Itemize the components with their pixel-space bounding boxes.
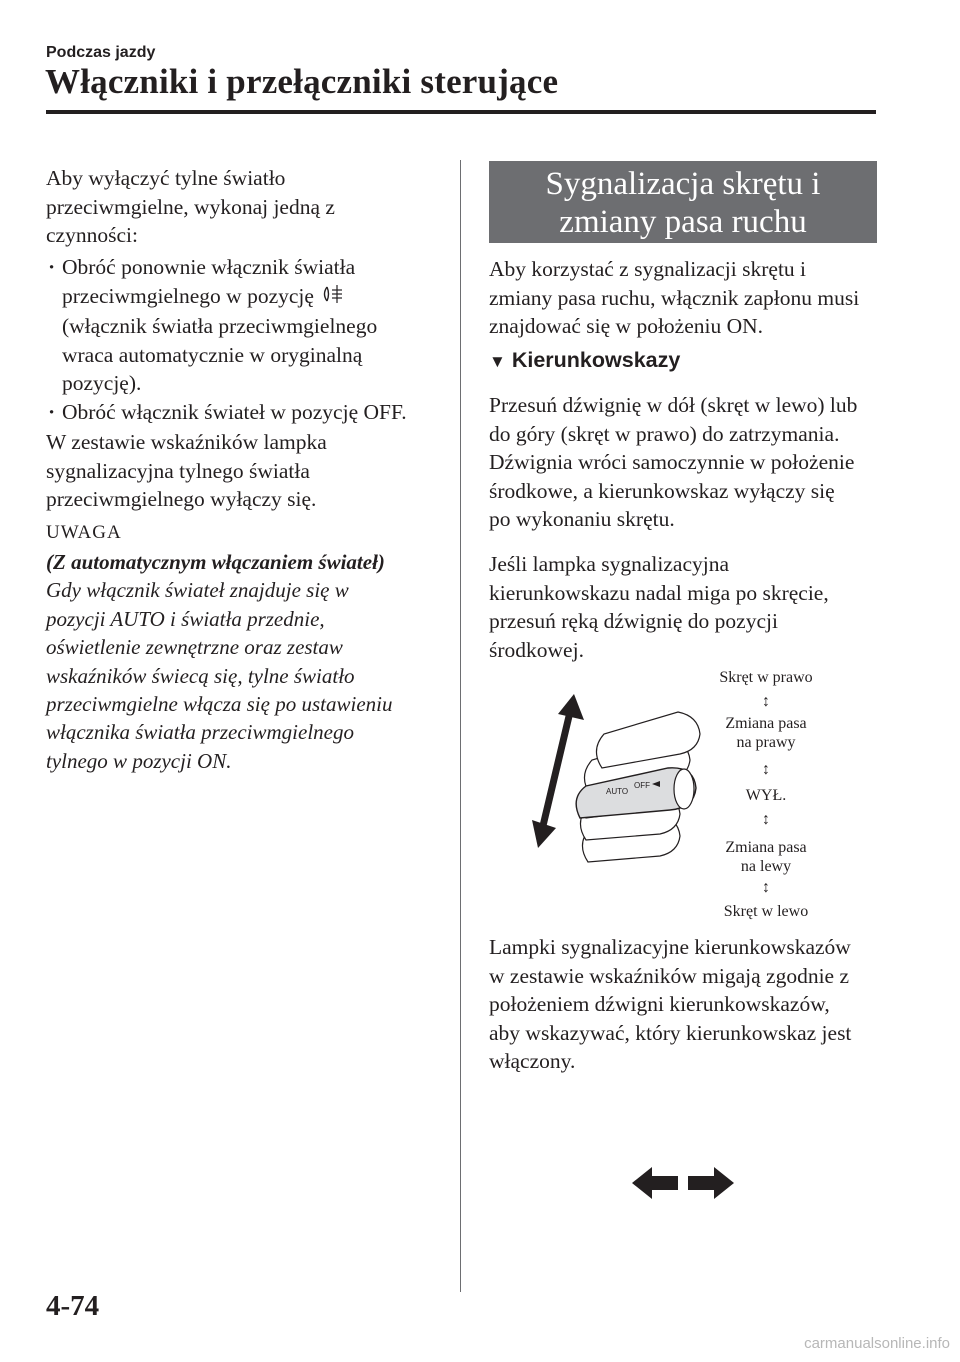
text-line: wskaźników świecą się, tylne światło xyxy=(46,663,355,688)
text-line: Zmiana pasa xyxy=(725,715,807,732)
text-line: włączony. xyxy=(489,1049,576,1073)
text-line: kierunkowskazu nadal miga po skręcie, xyxy=(489,580,829,605)
text-line: Gdy włącznik świateł znajduje się w xyxy=(46,578,349,603)
label-lane-right xyxy=(696,714,836,752)
text-line: (włącznik światła przeciwmgielnego xyxy=(62,314,378,339)
subsection-heading-text: Kierunkowskazy xyxy=(511,348,681,372)
text-line: środkowej. xyxy=(489,637,584,662)
page-number: 4-74 xyxy=(46,1290,100,1322)
lever-mark-off: OFF xyxy=(634,781,650,790)
right-para3 xyxy=(489,933,889,1076)
lever-mark-auto: AUTO xyxy=(606,787,629,796)
column-divider xyxy=(460,160,461,1292)
subsection-heading xyxy=(489,348,680,373)
text-line: włącznika światła przeciwmgielnego xyxy=(46,720,354,745)
label-lane-left xyxy=(696,838,836,876)
text-line: przeciwmgielne, wykonaj jedną z xyxy=(46,194,335,219)
text-line: przesuń ręką dźwignię do pozycji xyxy=(489,609,778,633)
text-line: w zestawie wskaźników migają zgodnie z xyxy=(489,963,849,988)
rear-fog-light-icon xyxy=(319,283,345,313)
updown-arrow-icon: ↕ xyxy=(762,693,770,710)
note-condition: (Z automatycznym włączaniem świateł) xyxy=(46,550,385,574)
list-item xyxy=(46,253,446,398)
label-off: WYŁ. xyxy=(745,787,787,804)
left-arrow-icon xyxy=(632,1167,678,1199)
text-line: Aby korzystać z sygnalizacji skrętu i xyxy=(489,257,807,281)
text-line: środkowe, a kierunkowskaz wyłączy się xyxy=(489,478,835,503)
text-line: pozycję). xyxy=(62,371,142,396)
text-line: Przesuń dźwignię w dół (skręt w lewo) lub xyxy=(489,393,858,417)
text-line: zmiany pasa ruchu, włącznik zapłonu musi xyxy=(489,285,860,310)
page-title: Włączniki i przełączniki sterujące xyxy=(45,62,559,101)
text-line: do góry (skręt w prawo) do zatrzymania. xyxy=(489,421,840,446)
watermark: carmanualsonline.info xyxy=(804,1335,950,1352)
banner-line: zmiany pasa ruchu xyxy=(559,204,807,240)
updown-arrow-icon: ↕ xyxy=(762,761,770,778)
instruction-list xyxy=(46,253,446,426)
text-line xyxy=(62,282,446,313)
right-intro xyxy=(489,255,889,341)
text-span: przeciwmgielnego w pozycję xyxy=(62,283,314,308)
text-line: wraca automatycznie w oryginalną xyxy=(62,342,363,367)
section-banner xyxy=(489,161,877,243)
left-intro xyxy=(46,164,446,250)
text-line: sygnalizacyjna tylnego światła xyxy=(46,458,310,483)
turn-signal-diagram xyxy=(528,668,880,922)
text-line: Jeśli lampka sygnalizacyjna xyxy=(489,552,730,576)
label-left-turn: Skręt w lewo xyxy=(723,903,809,920)
text-line: znajdować się w położeniu ON. xyxy=(489,314,764,338)
text-line: pozycji AUTO i światła przednie, xyxy=(46,606,325,631)
right-para2 xyxy=(489,550,889,664)
right-para1 xyxy=(489,391,889,534)
text-line: na prawy xyxy=(736,734,796,751)
turn-signal-indicators xyxy=(630,1163,736,1208)
text-line: · Obróć ponownie włącznik światła xyxy=(62,255,356,279)
text-line: po wykonaniu skrętu. xyxy=(489,507,675,531)
note-body xyxy=(46,548,446,775)
text-line: W zestawie wskaźników lampka xyxy=(46,430,327,454)
text-line: Aby wyłączyć tylne światło xyxy=(46,166,286,190)
title-rule xyxy=(46,110,876,114)
text-line: przeciwmgielne włącza się po ustawieniu xyxy=(46,692,393,717)
text-line: Lampki sygnalizacyjne kierunkowskazów xyxy=(489,935,851,959)
updown-arrow-icon: ↕ xyxy=(762,879,770,896)
text-line: oświetlenie zewnętrzne oraz zestaw xyxy=(46,635,343,660)
label-right-turn: Skręt w prawo xyxy=(719,669,813,686)
updown-arrow-icon: ↕ xyxy=(762,811,770,828)
banner-line: Sygnalizacja skrętu i xyxy=(545,166,821,202)
note-label: UWAGA xyxy=(46,522,122,543)
left-para2 xyxy=(46,428,446,514)
text-line: na lewy xyxy=(740,858,792,875)
text-line: położeniem dźwigni kierunkowskazów, xyxy=(489,992,830,1016)
text-line: przeciwmgielnego wyłączy się. xyxy=(46,487,317,511)
triangle-down-icon: ▼ xyxy=(489,352,506,371)
text-line: czynności: xyxy=(46,223,138,247)
text-line: Zmiana pasa xyxy=(725,839,807,856)
text-line: tylnego w pozycji ON. xyxy=(46,748,232,773)
list-item: · Obróć włącznik świateł w pozycję OFF. xyxy=(46,398,446,427)
text-line: aby wskazywać, który kierunkowskaz jest xyxy=(489,1020,852,1045)
text-line: Dźwignia wróci samoczynnie w położenie xyxy=(489,450,855,474)
section-label: Podczas jazdy xyxy=(46,44,156,61)
right-arrow-icon xyxy=(688,1167,734,1199)
